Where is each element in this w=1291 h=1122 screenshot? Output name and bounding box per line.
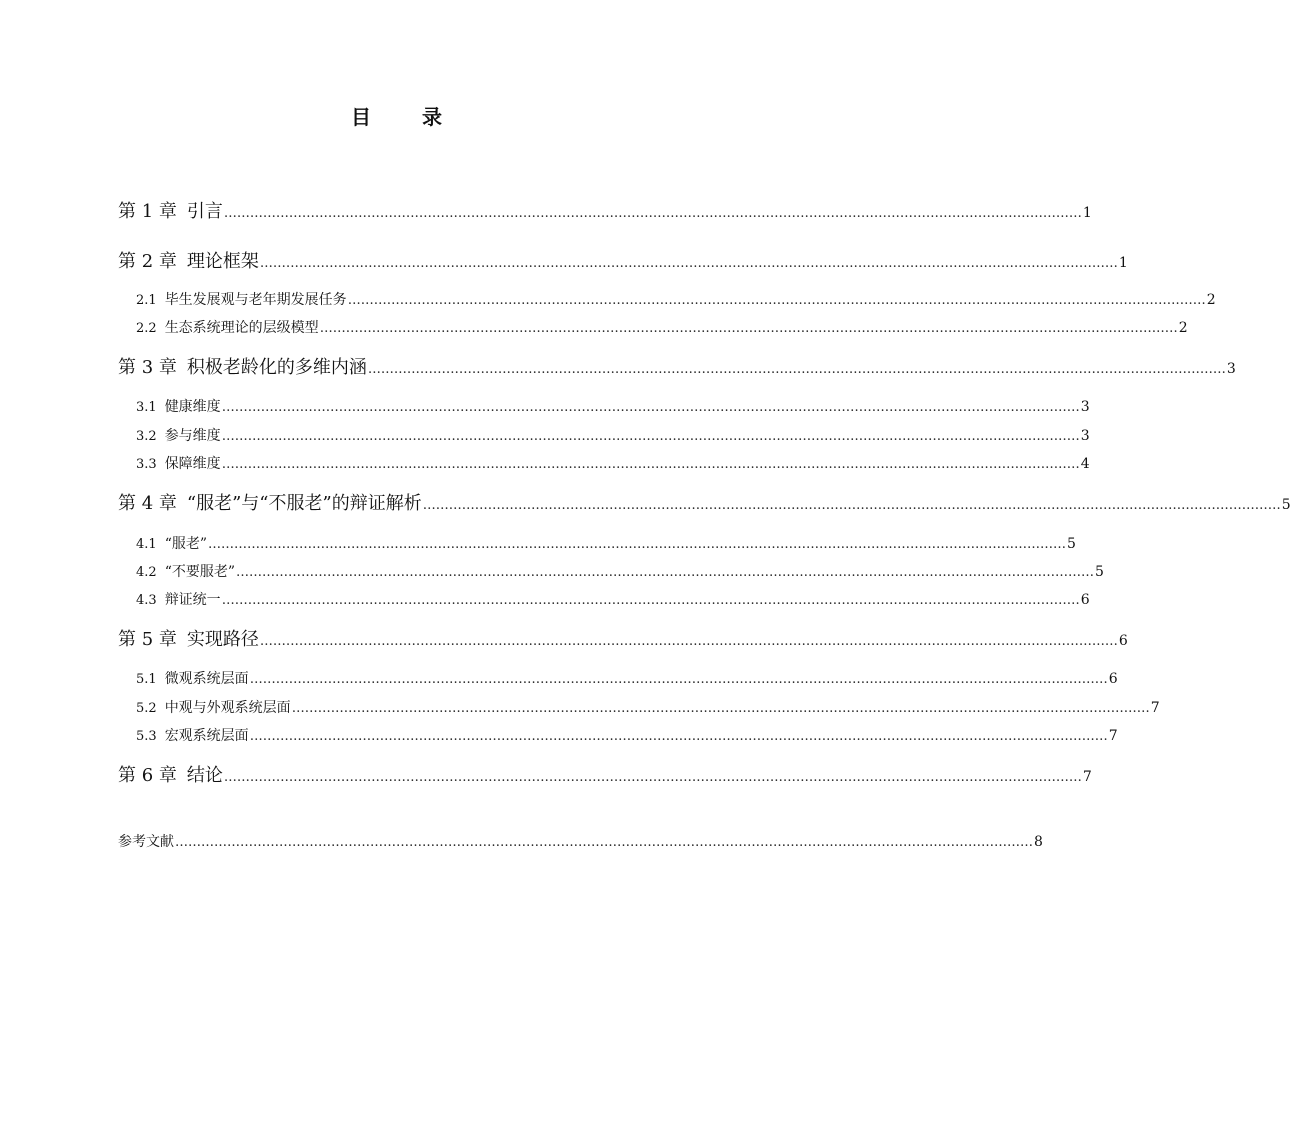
toc-entry-number: 第 5 章 (118, 629, 177, 650)
toc-entry-chapter-2[interactable] (118, 249, 1128, 277)
toc-entry-section-5-1[interactable] (136, 669, 1118, 690)
toc-entry-section-2-1[interactable] (136, 290, 1216, 311)
toc-entry-title: “服老”与“不服老”的辩证解析 (186, 493, 422, 514)
toc-entry-chapter-4[interactable] (118, 491, 1291, 519)
toc-entry-title: 毕生发展观与老年期发展任务 (164, 292, 347, 308)
toc-dot-leader: ……………………………………………………………………………………………………………………………………………………………………………… (319, 321, 1178, 336)
toc-entry-page: 5 (1095, 564, 1104, 580)
toc-entry-page: 7 (1108, 728, 1118, 744)
toc-entry-number: 4.3 (136, 593, 157, 608)
toc-entry-number: 5.2 (136, 701, 157, 716)
page-title: 目 录 (351, 105, 464, 129)
toc-dot-leader: ……………………………………………………………………………………………………………………………………………………………………………… (249, 729, 1108, 744)
toc-entry-section-3-3[interactable] (136, 454, 1090, 475)
toc-entry-page: 3 (1080, 399, 1090, 415)
toc-entry-page: 6 (1080, 592, 1090, 608)
toc-dot-leader: ……………………………………………………………………………………………………………………………………………………………………………… (422, 498, 1281, 513)
toc-entry-title: 结论 (186, 765, 223, 786)
toc-dot-leader: ……………………………………………………………………………………………………………………………………………………………………………… (223, 206, 1082, 221)
toc-dot-leader: ……………………………………………………………………………………………………………………………………………………………………………… (208, 537, 1067, 552)
toc-entry-number: 5.3 (136, 729, 157, 744)
toc-entry-section-5-2[interactable] (136, 698, 1160, 719)
toc-entry-title: 宏观系统层面 (164, 728, 249, 744)
toc-entry-number: 第 3 章 (118, 357, 177, 378)
toc-entry-title: 积极老龄化的多维内涵 (186, 357, 367, 378)
toc-entry-section-2-2[interactable] (136, 318, 1188, 339)
toc-entry-number: 第 6 章 (118, 765, 177, 786)
toc-entry-page: 4 (1080, 456, 1090, 472)
toc-entry-number: 3.2 (136, 429, 157, 444)
toc-entry-title: “服老” (164, 536, 208, 552)
toc-entry-chapter-3[interactable] (118, 355, 1236, 383)
toc-entry-section-4-3[interactable] (136, 590, 1090, 611)
toc-entry-number: 第 2 章 (118, 251, 177, 272)
toc-dot-leader: ……………………………………………………………………………………………………………………………………………………………………………… (221, 400, 1080, 415)
toc-entry-title: 微观系统层面 (164, 671, 249, 687)
toc-entry-number: 5.1 (136, 672, 157, 687)
toc-dot-leader: ……………………………………………………………………………………………………………………………………………………………………………… (367, 362, 1226, 377)
toc-entry-page: 8 (1034, 834, 1043, 850)
toc-entry-number: 4.1 (136, 537, 157, 552)
toc-entry-title: 引言 (186, 201, 223, 222)
toc-entry-page: 2 (1178, 320, 1188, 336)
toc-entry-references[interactable] (118, 832, 1043, 853)
toc-dot-leader: ……………………………………………………………………………………………………………………………………………………………………………… (223, 770, 1082, 785)
toc-entry-number: 3.1 (136, 400, 157, 415)
toc-dot-leader: ……………………………………………………………………………………………………………………………………………………………………………… (291, 701, 1150, 716)
toc-dot-leader: ……………………………………………………………………………………………………………………………………………………………………………… (236, 565, 1095, 580)
toc-entry-number: 3.3 (136, 457, 157, 472)
toc-entry-page: 1 (1082, 205, 1092, 221)
toc-entry-page: 7 (1150, 700, 1160, 716)
toc-entry-page: 6 (1108, 671, 1118, 687)
toc-dot-leader: ……………………………………………………………………………………………………………………………………………………………………………… (259, 634, 1118, 649)
toc-entry-page: 1 (1118, 255, 1128, 271)
toc-entry-number: 2.1 (136, 293, 157, 308)
toc-entry-page: 5 (1067, 536, 1076, 552)
toc-entry-title: 辩证统一 (164, 592, 221, 608)
toc-entry-title: 保障维度 (164, 456, 221, 472)
toc-entry-page: 7 (1082, 769, 1092, 785)
toc-entry-number: 2.2 (136, 321, 157, 336)
toc-dot-leader: ……………………………………………………………………………………………………………………………………………………………………………… (221, 457, 1080, 472)
toc-dot-leader: ……………………………………………………………………………………………………………………………………………………………………………… (249, 672, 1108, 687)
toc-entry-page: 5 (1281, 497, 1291, 513)
toc-entry-page: 2 (1206, 292, 1216, 308)
toc-entry-page: 6 (1118, 633, 1128, 649)
toc-dot-leader: ……………………………………………………………………………………………………………………………………………………………………………… (259, 256, 1118, 271)
toc-entry-number: 第 4 章 (118, 493, 177, 514)
toc-entry-section-3-1[interactable] (136, 397, 1090, 418)
toc-entry-page: 3 (1226, 361, 1236, 377)
toc-entry-section-4-1[interactable] (136, 534, 1076, 555)
toc-entry-title: 参考文献 (118, 834, 174, 850)
toc-entry-title: 实现路径 (186, 629, 259, 650)
toc-entry-title: 中观与外观系统层面 (164, 700, 291, 716)
toc-entry-title: 理论框架 (186, 251, 259, 272)
toc-entry-number: 4.2 (136, 565, 157, 580)
toc-entry-chapter-1[interactable] (118, 199, 1092, 227)
toc-entry-chapter-6[interactable] (118, 763, 1092, 791)
toc-entry-page: 3 (1080, 428, 1090, 444)
toc-dot-leader: ……………………………………………………………………………………………………………………………………………………………………………… (221, 593, 1080, 608)
toc-entry-title: 生态系统理论的层级模型 (164, 320, 319, 336)
toc-entry-title: 健康维度 (164, 399, 221, 415)
toc-entry-section-4-2[interactable] (136, 562, 1104, 583)
toc-dot-leader: ……………………………………………………………………………………………………………………………………………………………………………… (347, 293, 1206, 308)
toc-entry-title: “不要服老” (164, 564, 236, 580)
toc-entry-number: 第 1 章 (118, 201, 177, 222)
toc-dot-leader: ……………………………………………………………………………………………………………………………………………………………………………… (221, 429, 1080, 444)
toc-entry-chapter-5[interactable] (118, 627, 1128, 655)
toc-dot-leader: ……………………………………………………………………………………………………………………………………………………………………………… (175, 835, 1033, 850)
toc-entry-section-5-3[interactable] (136, 726, 1118, 747)
toc-entry-section-3-2[interactable] (136, 426, 1090, 447)
toc-entry-title: 参与维度 (164, 428, 221, 444)
